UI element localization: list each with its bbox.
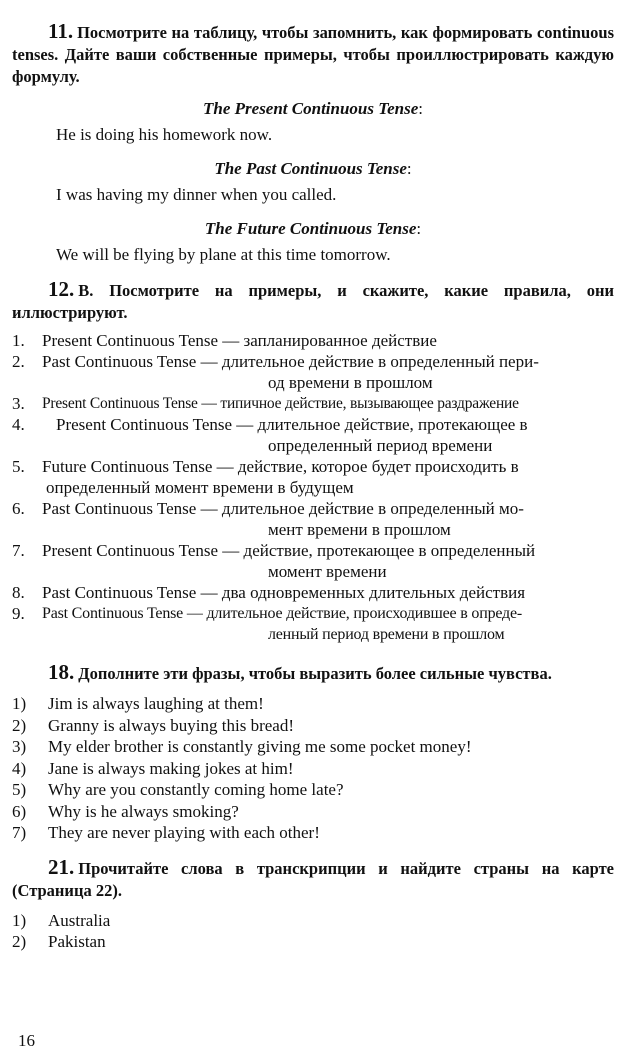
item-number: 9. [12,604,25,623]
list-item [12,582,614,603]
item-number: 1) [12,910,27,930]
exercise-11-title [12,20,614,88]
item-rule: запланированное действие [243,331,437,350]
item-text: Why is he always smoking? [48,801,239,821]
item-rule: действие, протекающее в определенный [243,541,536,560]
list-item [12,330,614,351]
tense-heading-colon: : [406,159,412,178]
item-rule: два одновременных длительных действия [221,583,526,602]
list-item [12,393,614,414]
list-item [12,351,614,393]
tense-example: We will be flying by plane at this time tomorrow. [56,245,391,264]
item-number: 3. [12,394,25,413]
item-number: 6. [12,499,25,518]
tense-heading [12,218,614,240]
item-number: 4. [12,415,25,434]
item-number: 3) [12,737,27,756]
item-number: 5. [12,457,25,476]
tense-heading-colon: : [418,99,423,118]
exercise-instruction: Посмотрите на таблицу, чтобы запомнить, как формировать continuous tenses. Дайте ваши собственные примеры, чтобы проиллюстрировать каждую формулу. [12,23,614,86]
item-rule: длительное действие в определенный мо- [221,499,524,518]
answer-list [12,910,614,953]
item-number: 1. [12,331,25,350]
tense-heading-text: The Past Continuous Tense [214,159,407,178]
item-text: Pakistan [48,932,106,951]
item-number: 2) [12,932,27,951]
tense-heading-text: The Present Continuous Tense [203,99,419,118]
exercise-number: 11. [48,19,74,43]
item-tense: Future Continuous Tense — [42,457,234,476]
exercise-18-title [12,661,614,685]
list-item [12,603,614,645]
tense-heading [12,98,614,120]
item-rule-continued: ленный период времени в прошлом [268,626,505,643]
list-item [12,498,614,540]
item-text: Jim is always laughing at them! [48,694,264,713]
item-number: 7. [12,541,25,560]
list-item [12,931,614,953]
item-tense: Present Continuous Tense — [42,331,240,350]
item-tense: Past Continuous Tense — [42,352,218,371]
textbook-page [12,20,614,953]
list-item [12,801,614,823]
item-text: Granny is always buying this bread! [48,715,294,735]
item-number: 1) [12,694,27,713]
item-rule-continued: определенный момент времени в будущем [46,478,354,497]
list-item [12,414,614,456]
item-number: 2. [12,352,25,371]
item-rule-continued: од времени в прошлом [268,373,433,392]
item-tense: Past Continuous Tense — [42,605,203,622]
item-number: 4) [12,758,27,778]
item-number: 7) [12,823,27,842]
list-item [12,822,614,844]
item-tense: Present Continuous Tense — [42,541,240,560]
exercise-number: 12. [48,277,75,301]
item-number: 2) [12,715,27,735]
tense-example: I was having my dinner when you called. [56,185,337,204]
tense-heading [12,158,614,180]
answer-list [12,693,614,844]
item-rule-continued: момент времени [268,562,387,581]
list-item [12,910,614,932]
item-rule: действие, которое будет происходить в [237,457,519,476]
item-tense: Present Continuous Tense — [42,395,217,412]
list-item [12,540,614,582]
rule-list [12,330,614,645]
item-text: Australia [48,910,111,930]
exercise-number: 21. [48,854,75,879]
exercise-12 [12,278,614,645]
item-tense: Past Continuous Tense — [42,499,218,518]
list-item [12,693,614,715]
item-tense: Past Continuous Tense — [42,583,218,602]
tense-heading-colon: : [416,219,422,238]
exercise-21-title [12,856,614,902]
item-rule-continued: определенный период времени [268,436,493,455]
exercise-instruction: Дополните эти фразы, чтобы выразить более сильные чувства. [78,664,552,683]
item-rule-continued: мент времени в прошлом [268,520,451,539]
exercise-instruction: Прочитайте слова в транскрипции и найдите страны на карте (Страница 22). [12,858,614,900]
exercise-number: 18. [48,660,75,684]
list-item [12,715,614,737]
list-item [12,758,614,780]
item-rule: длительное действие, протекающее в [257,415,528,434]
item-text: They are never playing with each other! [48,823,320,842]
item-tense: Present Continuous Tense — [56,415,254,434]
exercise-12-title [12,278,614,324]
item-rule: типичное действие, вызывающее раздражение [220,395,519,412]
item-number: 8. [12,583,25,602]
exercise-instruction: В. Посмотрите на примеры, и скажите, какие правила, они иллюстрируют. [12,281,614,322]
tense-heading-text: The Future Continuous Tense [204,219,417,238]
item-rule: длительное действие, происходившее в опреде- [206,605,523,622]
page-number: 16 [18,1031,35,1050]
item-text: Jane is always making jokes at him! [48,758,294,778]
exercise-18 [12,661,614,844]
list-item [12,779,614,801]
list-item [12,456,614,498]
item-rule: длительное действие в определенный пери- [221,352,539,371]
list-item [12,736,614,758]
item-number: 6) [12,801,27,821]
exercise-11 [12,20,614,266]
item-text: My elder brother is constantly giving me some pocket money! [48,737,472,756]
tense-example: He is doing his homework now. [56,125,273,144]
item-text: Why are you constantly coming home late? [48,780,344,799]
item-number: 5) [12,780,27,799]
exercise-21 [12,856,614,953]
